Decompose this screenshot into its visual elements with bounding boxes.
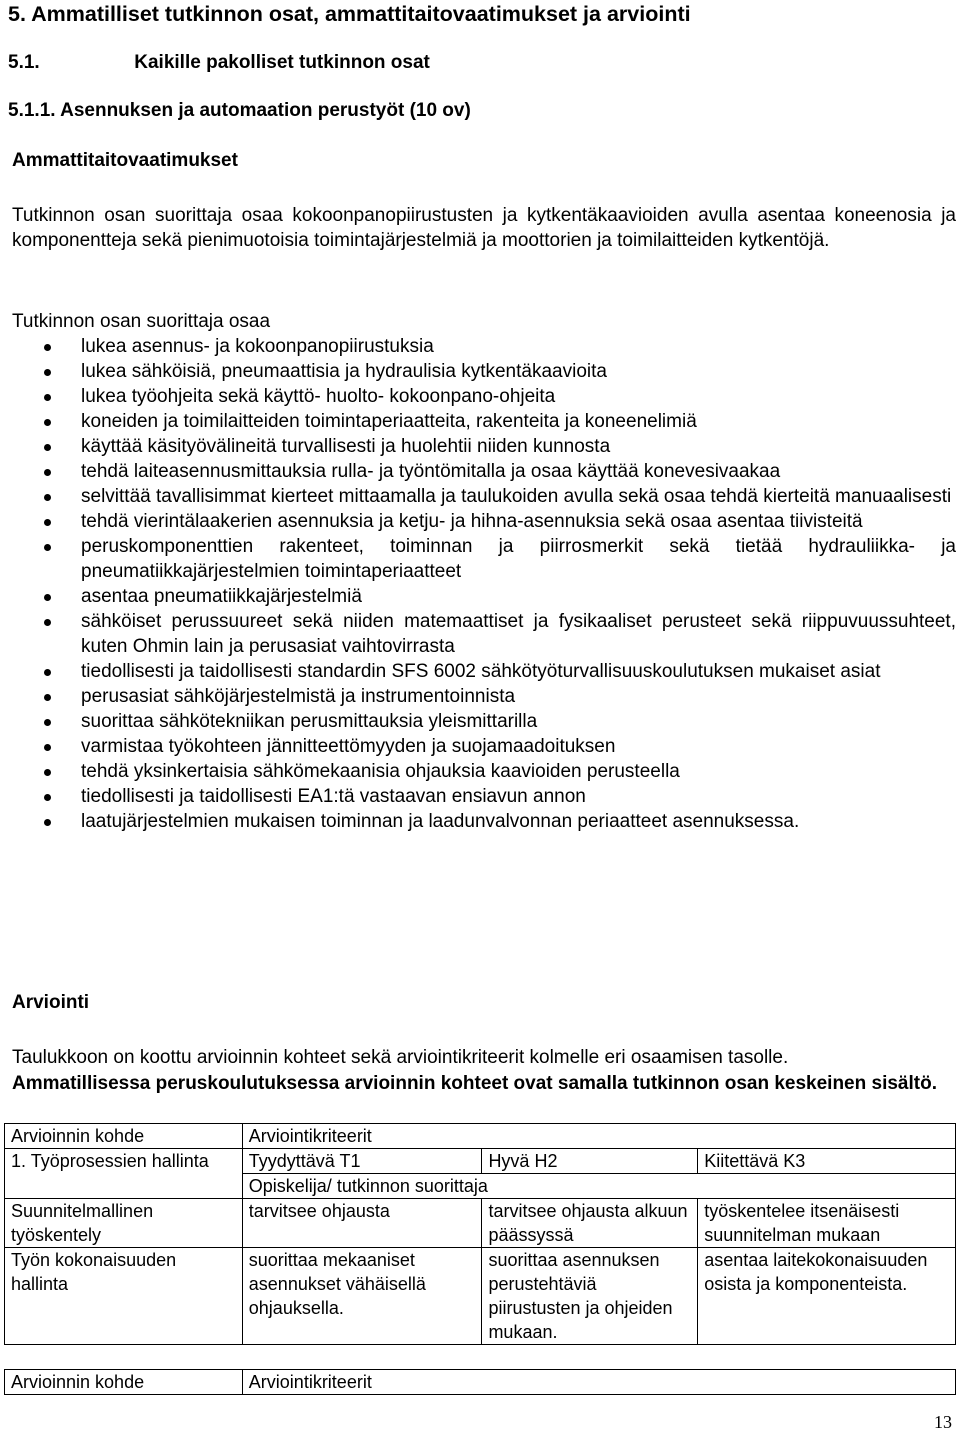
list-item: lukea asennus- ja kokoonpanopiirustuksia (0, 334, 956, 359)
cell-t1: tarvitsee ohjausta (242, 1199, 482, 1248)
page-number: 13 (934, 1412, 952, 1432)
table-header-row (5, 1370, 956, 1395)
requirements-heading: Ammattitaitovaatimukset (12, 150, 238, 171)
bullet-icon (44, 669, 51, 676)
bullet-icon (44, 444, 51, 451)
list-intro: Tutkinnon osan suorittaja osaa (12, 311, 271, 332)
bullet-icon (44, 819, 51, 826)
bullet-icon (44, 744, 51, 751)
list-item: tiedollisesti ja taidollisesti standardin SFS 6002 sähkötyöturvallisuuskoulutuksen mukaiset asiat (0, 659, 956, 684)
bullet-icon (44, 419, 51, 426)
cell-h2: tarvitsee ohjausta alkuun päässyssä (482, 1199, 698, 1248)
bullet-icon (44, 594, 51, 601)
cell-k3: työskentelee itsenäisesti suunnitelman mukaan (698, 1199, 956, 1248)
bullet-icon (44, 394, 51, 401)
list-item: asentaa pneumatiikkajärjestelmiä (0, 584, 956, 609)
list-item: laatujärjestelmien mukaisen toiminnan ja laadunvalvonnan periaatteet asennuksessa. (0, 809, 956, 834)
table-row (5, 1199, 956, 1248)
header-target: Arvioinnin kohde (5, 1370, 243, 1395)
list-item: tehdä yksinkertaisia sähkömekaanisia ohjauksia kaavioiden perusteella (0, 759, 956, 784)
bullet-icon (44, 469, 51, 476)
subsection-number: 5.1. (8, 52, 40, 73)
header-criteria: Arviointikriteerit (242, 1124, 955, 1149)
header-target: Arvioinnin kohde (5, 1124, 243, 1149)
list-item: peruskomponenttien rakenteet, toiminnan ja piirrosmerkit sekä tietää hydrauliikka- ja pneumatiikkajärjestelmien toimintaperiaatteet (0, 534, 956, 584)
subsection-heading (8, 52, 430, 74)
table-row (5, 1248, 956, 1345)
level-k3: Kiitettävä K3 (698, 1149, 956, 1174)
assessment-table-continued (4, 1369, 956, 1395)
list-item: suorittaa sähkötekniikan perusmittauksia yleismittarilla (0, 709, 956, 734)
cell-t1: suorittaa mekaaniset asennukset vähäisellä ohjauksella. (242, 1248, 482, 1345)
bullet-icon (44, 769, 51, 776)
table-row (5, 1149, 956, 1174)
table-header-row (5, 1124, 956, 1149)
list-item: tiedollisesti ja taidollisesti EA1:tä vastaavan ensiavun annon (0, 784, 956, 809)
section-heading: 5. Ammatilliset tutkinnon osat, ammattitaitovaatimukset ja arviointi (8, 2, 691, 26)
bullet-icon (44, 519, 51, 526)
list-item: tehdä laiteasennusmittauksia rulla- ja työntömitalla ja osaa käyttää konevesivaakaa (0, 459, 956, 484)
bullet-icon (44, 794, 51, 801)
row-target: Suunnitelmallinen työskentely (5, 1199, 243, 1248)
header-criteria: Arviointikriteerit (242, 1370, 955, 1395)
list-item: lukea työohjeita sekä käyttö- huolto- kokoonpano-ohjeita (0, 384, 956, 409)
assessment-heading: Arviointi (12, 992, 90, 1013)
assessment-paragraph: Taulukkoon on koottu arvioinnin kohteet sekä arviointikriteerit kolmelle eri osaamisen tasolle. (12, 1047, 789, 1068)
bullet-icon (44, 719, 51, 726)
level-h2: Hyvä H2 (482, 1149, 698, 1174)
cell-k3: asentaa laitekokonaisuuden osista ja komponenteista. (698, 1248, 956, 1345)
cell-h2: suorittaa asennuksen perustehtäviä piirustusten ja ohjeiden mukaan. (482, 1248, 698, 1345)
bullet-icon (44, 544, 51, 551)
level-t1: Tyydyttävä T1 (242, 1149, 482, 1174)
list-item: koneiden ja toimilaitteiden toimintaperiaatteita, rakenteita ja koneenelimiä (0, 409, 956, 434)
unit-heading: 5.1.1. Asennuksen ja automaation perustyöt (10 ov) (8, 100, 471, 121)
list-item: perusasiat sähköjärjestelmistä ja instrumentoinnista (0, 684, 956, 709)
row-target: 1. Työprosessien hallinta (5, 1149, 243, 1199)
list-item: lukea sähköisiä, pneumaattisia ja hydraulisia kytkentäkaavioita (0, 359, 956, 384)
list-item: tehdä vierintälaakerien asennuksia ja ketju- ja hihna-asennuksia sekä osaa asentaa tiivisteitä (0, 509, 956, 534)
bullet-icon (44, 694, 51, 701)
bullet-icon (44, 619, 51, 626)
skills-list (0, 334, 960, 834)
list-item: sähköiset perussuureet sekä niiden matemaattiset ja fysikaaliset perusteet sekä riippuvuussuhteet, kuten Ohmin lain ja perusasiat vaihtovirrasta (0, 609, 956, 659)
subsection-title: Kaikille pakolliset tutkinnon osat (134, 52, 430, 73)
subject-cell: Opiskelija/ tutkinnon suorittaja (242, 1174, 955, 1199)
assessment-note: Ammatillisessa peruskoulutuksessa arvioinnin kohteet ovat samalla tutkinnon osan keskeinen sisältö. (12, 1073, 937, 1094)
assessment-table (4, 1123, 956, 1345)
row-target: Työn kokonaisuuden hallinta (5, 1248, 243, 1345)
list-item: varmistaa työkohteen jännitteettömyyden ja suojamaadoituksen (0, 734, 956, 759)
bullet-icon (44, 344, 51, 351)
bullet-icon (44, 369, 51, 376)
intro-paragraph: Tutkinnon osan suorittaja osaa kokoonpanopiirustusten ja kytkentäkaavioiden avulla asentaa koneenosia ja komponentteja sekä pienimuotoisia toimintajärjestelmiä ja moottorien ja toimilaitteiden kytkentöjä. (12, 205, 956, 251)
list-item: käyttää käsityövälineitä turvallisesti ja huolehtii niiden kunnosta (0, 434, 956, 459)
list-item: selvittää tavallisimmat kierteet mittaamalla ja taulukoiden avulla sekä osaa tehdä kierteitä manuaalisesti (0, 484, 956, 509)
bullet-icon (44, 494, 51, 501)
